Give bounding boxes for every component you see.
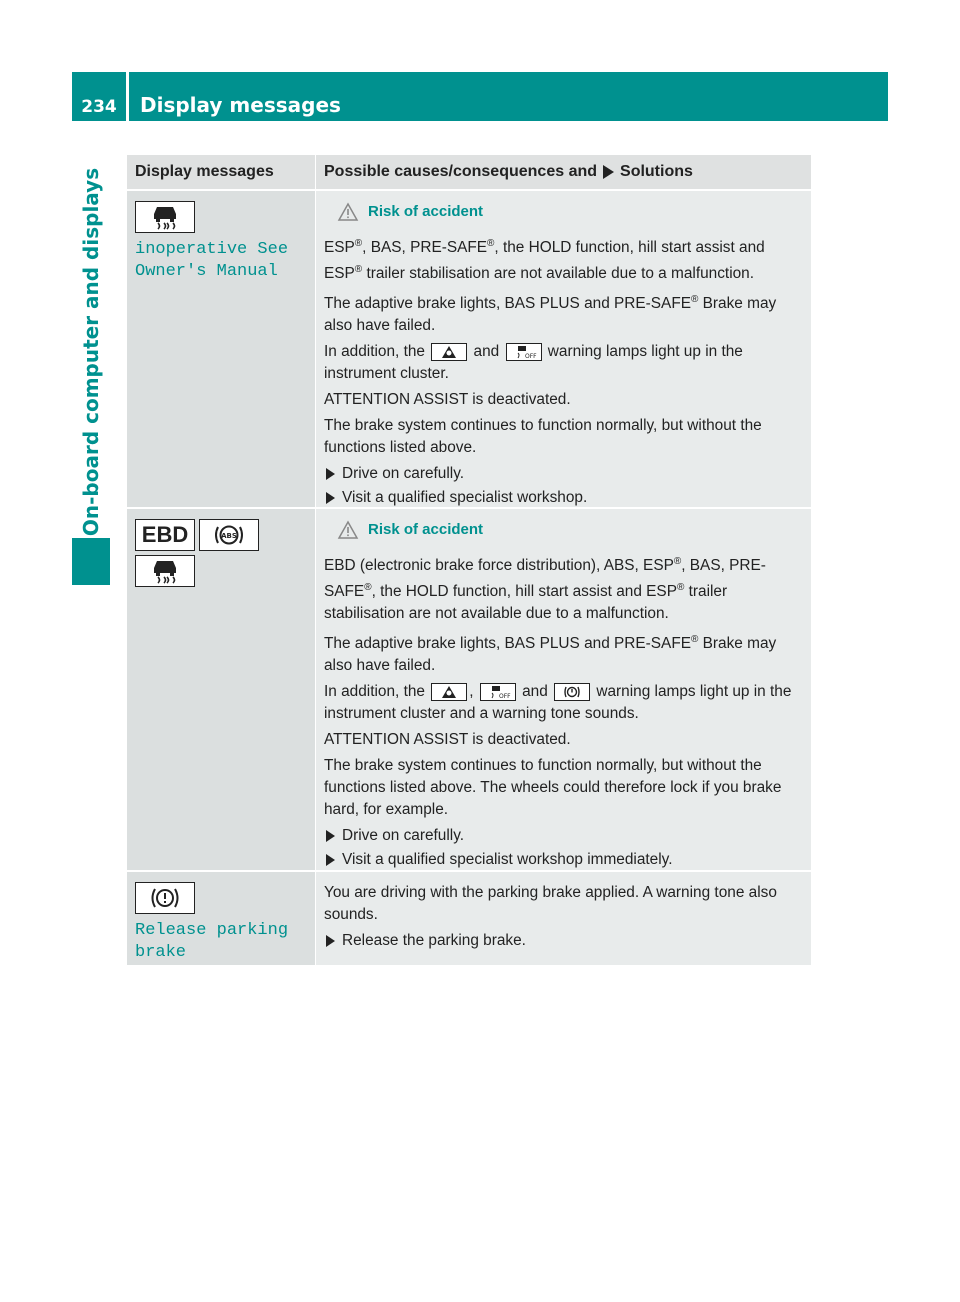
- abs-label: ABS: [221, 532, 237, 540]
- message-cell: [127, 509, 315, 870]
- registered-mark: ®: [354, 238, 363, 249]
- text: and: [522, 683, 548, 701]
- text: warning lamps light up in the instrument cluster.: [324, 343, 743, 383]
- registered-mark: ®: [691, 294, 699, 306]
- col-header-messages: Display messages: [135, 163, 274, 180]
- paragraph: [324, 341, 805, 385]
- message-text: [135, 920, 307, 964]
- text: ESP: [324, 239, 355, 257]
- message-line: inoperative See: [135, 240, 289, 259]
- text: , BAS, PRE-SAFE: [324, 557, 766, 601]
- message-line: Owner's Manual: [135, 262, 278, 281]
- registered-mark: ®: [487, 238, 495, 249]
- solution-text: Drive on carefully.: [342, 465, 465, 483]
- esp-off-icon: [506, 343, 542, 361]
- causes-cell: [315, 191, 811, 507]
- text: In addition, the: [324, 343, 425, 361]
- paragraph: [324, 681, 805, 725]
- bullet-arrow-icon: [326, 468, 335, 480]
- paragraph: [324, 289, 805, 337]
- text: The adaptive brake lights, BAS PLUS and PRE-SAFE: [324, 295, 691, 313]
- warning-text: Risk of accident: [368, 521, 484, 538]
- text: Brake may also have failed.: [324, 635, 777, 675]
- solution-item: [324, 849, 805, 871]
- svg-text:OFF: OFF: [498, 693, 511, 701]
- text: , BAS, PRE-SAFE: [362, 239, 488, 257]
- side-tab-marker: [72, 538, 110, 585]
- ebd-icon: [135, 519, 195, 551]
- text: The adaptive brake lights, BAS PLUS and PRE-SAFE: [324, 635, 691, 653]
- page-number: 234: [81, 97, 117, 117]
- solution-text: Release the parking brake.: [342, 932, 526, 949]
- registered-mark: ®: [364, 582, 372, 594]
- bullet-arrow-icon: [326, 492, 335, 504]
- text: trailer stabilisation are not available due to a malfunction.: [362, 265, 755, 283]
- registered-mark: ®: [676, 582, 685, 594]
- solution-text: Visit a qualified specialist workshop immediately.: [342, 851, 673, 869]
- paragraph: [324, 629, 805, 677]
- text: trailer stabilisation are not available due to a malfunction.: [324, 583, 728, 623]
- solution-item: [324, 463, 805, 485]
- ebd-label: EBD: [141, 522, 189, 547]
- col-header-solutions-text: Solutions: [620, 163, 693, 180]
- text: Brake may also have failed.: [324, 295, 777, 335]
- solution-item: [324, 825, 805, 847]
- message-line: Release parking: [135, 921, 289, 940]
- table-header: [127, 155, 811, 189]
- text: , the HOLD function, hill start assist and ESP: [371, 583, 677, 601]
- text: EBD (electronic brake force distribution), ABS, ESP: [324, 557, 674, 575]
- symbol-row: [135, 519, 307, 551]
- esp-off-icon: [480, 683, 516, 701]
- table-row: [127, 870, 811, 965]
- message-cell: [127, 191, 315, 507]
- registered-mark: ®: [354, 264, 363, 276]
- message-line: brake: [135, 943, 187, 962]
- solution-text: Drive on carefully.: [342, 827, 465, 845]
- solution-text: Visit a qualified specialist workshop.: [342, 489, 588, 507]
- warning-heading: [338, 519, 805, 541]
- paragraph: ATTENTION ASSIST is deactivated.: [324, 391, 571, 409]
- text: ,: [469, 683, 474, 701]
- bullet-arrow-icon: [326, 854, 335, 866]
- text: warning lamps light up in the instrument cluster and a warning tone sounds.: [324, 683, 792, 723]
- esp-car-skid-icon: [135, 555, 195, 587]
- causes-cell: [315, 509, 811, 870]
- warning-heading: [338, 201, 805, 223]
- airbag-warning-icon: [431, 343, 467, 361]
- col-header-causes-text: Possible causes/consequences and: [324, 163, 598, 180]
- causes-cell: [315, 872, 811, 965]
- bullet-arrow-icon: [326, 935, 335, 947]
- side-tab-label: On-board computer and displays: [79, 167, 103, 537]
- table-row: [127, 507, 811, 870]
- abs-icon: [199, 519, 259, 551]
- message-cell: [127, 872, 315, 965]
- warning-triangle-icon: [338, 203, 358, 221]
- paragraph: [324, 233, 805, 285]
- col-header-causes: [315, 155, 811, 189]
- paragraph: ATTENTION ASSIST is deactivated.: [324, 731, 571, 749]
- text: and: [473, 343, 500, 361]
- solutions-arrow-icon: [603, 165, 614, 179]
- parking-brake-icon: [135, 882, 195, 914]
- solution-item: [324, 487, 805, 509]
- table-row: [127, 189, 811, 507]
- paragraph: The brake system continues to function normally, but without the functions listed above.: [324, 417, 762, 457]
- bullet-arrow-icon: [326, 830, 335, 842]
- text: , the HOLD function, hill start assist and ESP: [324, 239, 765, 283]
- text: In addition, the: [324, 683, 425, 701]
- svg-text:OFF: OFF: [524, 353, 537, 361]
- message-text: [135, 239, 307, 283]
- airbag-warning-icon: [431, 683, 467, 701]
- paragraph: [324, 551, 805, 625]
- header-divider: [126, 72, 129, 121]
- brake-warning-icon: [554, 683, 590, 701]
- page-title: Display messages: [140, 93, 341, 117]
- solution-item: [324, 930, 805, 952]
- registered-mark: ®: [691, 634, 699, 646]
- warning-triangle-icon: [338, 521, 358, 539]
- display-messages-table: [127, 155, 811, 965]
- esp-car-skid-icon: [135, 201, 195, 233]
- warning-text: Risk of accident: [368, 203, 484, 220]
- registered-mark: ®: [673, 556, 682, 567]
- paragraph: You are driving with the parking brake applied. A warning tone also sounds.: [324, 884, 777, 923]
- paragraph: The brake system continues to function normally, but without the functions listed above. The wheels could therefore lock if you brake hard, for example.: [324, 757, 782, 819]
